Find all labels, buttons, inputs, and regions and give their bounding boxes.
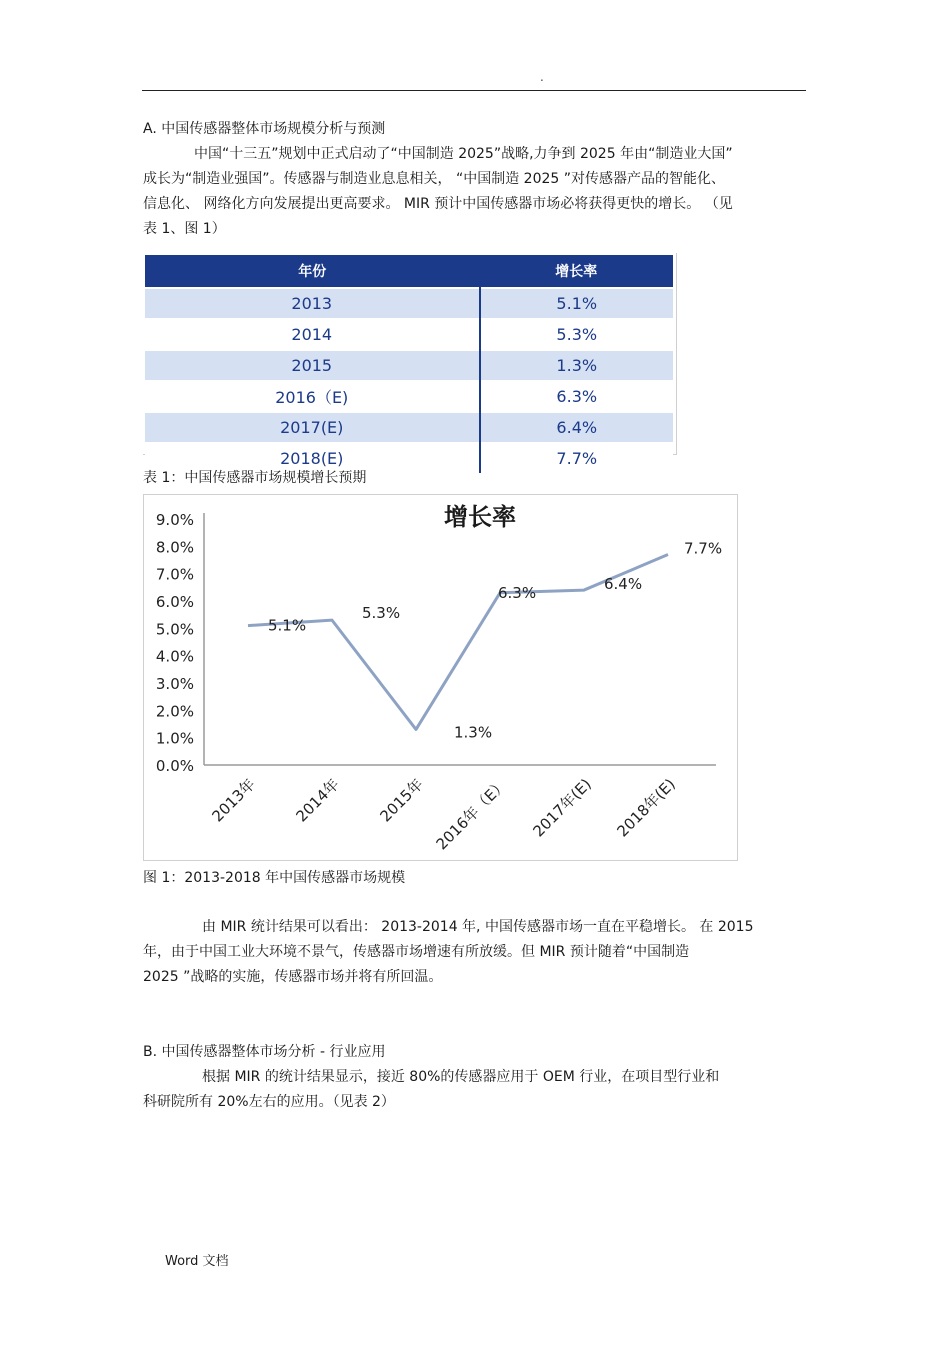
growth-chart-frame <box>143 494 738 861</box>
table-row <box>145 288 673 319</box>
table-row <box>145 412 673 443</box>
header-dot: . <box>540 70 544 84</box>
footer-label: Word 文档 <box>165 1254 229 1269</box>
header-rule <box>142 90 806 91</box>
y-tick-label: 9.0% <box>155 511 194 529</box>
table-row <box>145 350 673 381</box>
analysis-line-3: 2025 ”战略的实施，传感器市场并将有所回温。 <box>143 969 443 985</box>
table-cell-rate: 1.3% <box>480 350 673 381</box>
table-cell-year: 2015 <box>145 350 480 381</box>
y-tick-label: 8.0% <box>155 538 194 557</box>
x-tick-label: 2013年 <box>208 775 259 826</box>
y-tick-label: 0.0% <box>155 757 194 775</box>
section-a-line-1: 中国“十三五”规划中正式启动了“中国制造 2025”战略,力争到 2025 年由“制造业大国” <box>194 146 733 162</box>
section-b-heading: B. 中国传感器整体市场分析 - 行业应用 <box>143 1044 386 1060</box>
table-cell-rate: 6.4% <box>480 412 673 443</box>
x-tick-label: 2017年(E) <box>529 775 595 841</box>
section-a-line-3: 信息化、 网络化方向发展提出更高要求。 MIR 预计中国传感器市场必将获得更快的增长。 （见 <box>143 196 733 212</box>
y-tick-label: 7.0% <box>155 565 194 584</box>
chart-title: 增长率 <box>444 503 516 531</box>
data-label: 6.3% <box>498 583 537 602</box>
x-tick-label: 2018年(E) <box>613 775 679 841</box>
table-cell-year: 2013 <box>145 288 480 319</box>
table-row <box>145 381 673 412</box>
x-tick-label: 2014年 <box>292 775 343 826</box>
data-label: 5.3% <box>362 604 401 623</box>
section-b-line-2: 科研院所有 20%左右的应用。（见表 2） <box>143 1094 395 1110</box>
table-caption: 表 1：中国传感器市场规模增长预期 <box>143 470 367 486</box>
table-cell-rate: 7.7% <box>480 443 673 473</box>
section-b-line-1: 根据 MIR 的统计结果显示，接近 80%的传感器应用于 OEM 行业，在项目型行业和 <box>202 1069 720 1085</box>
data-label: 7.7% <box>684 539 723 558</box>
table-cell-year: 2014 <box>145 319 480 350</box>
table-header-year: 年份 <box>145 255 480 288</box>
growth-table <box>145 255 673 473</box>
table-header-row <box>145 255 673 288</box>
section-a-line-2: 成长为“制造业强国”。传感器与制造业息息相关， “中国制造 2025 ”对传感器产品的智能化、 <box>143 171 725 187</box>
y-tick-label: 3.0% <box>155 675 194 693</box>
table-cell-rate: 5.1% <box>480 288 673 319</box>
table-cell-year: 2017(E) <box>145 412 480 443</box>
y-tick-label: 2.0% <box>155 702 194 721</box>
section-a-line-4: 表 1、图 1） <box>143 221 226 237</box>
table-cell-year: 2016（E) <box>145 381 480 412</box>
table-cell-rate: 6.3% <box>480 381 673 412</box>
table-cell-year: 2018(E) <box>145 443 480 473</box>
table-cell-rate: 5.3% <box>480 319 673 350</box>
data-label: 6.4% <box>604 575 643 594</box>
y-tick-label: 6.0% <box>155 593 194 611</box>
growth-chart <box>144 495 737 860</box>
y-tick-label: 4.0% <box>155 647 194 666</box>
figure-caption: 图 1：2013-2018 年中国传感器市场规模 <box>143 870 406 886</box>
data-label: 5.1% <box>268 616 307 635</box>
x-tick-label: 2016年（E） <box>432 775 511 854</box>
table-header-rate: 增长率 <box>480 255 673 288</box>
section-a-heading: A. 中国传感器整体市场规模分析与预测 <box>143 121 386 137</box>
analysis-line-2: 年，由于中国工业大环境不景气，传感器市场增速有所放缓。但 MIR 预计随着“中国制造 <box>143 944 690 960</box>
y-tick-label: 1.0% <box>155 729 194 748</box>
analysis-line-1: 由 MIR 统计结果可以看出： 2013-2014 年, 中国传感器市场一直在平稳增长。 在 2015 <box>202 919 754 935</box>
growth-table-frame <box>143 253 677 468</box>
x-tick-label: 2015年 <box>376 775 427 826</box>
y-tick-label: 5.0% <box>155 620 194 639</box>
table-row <box>145 319 673 350</box>
data-label: 1.3% <box>454 723 493 742</box>
